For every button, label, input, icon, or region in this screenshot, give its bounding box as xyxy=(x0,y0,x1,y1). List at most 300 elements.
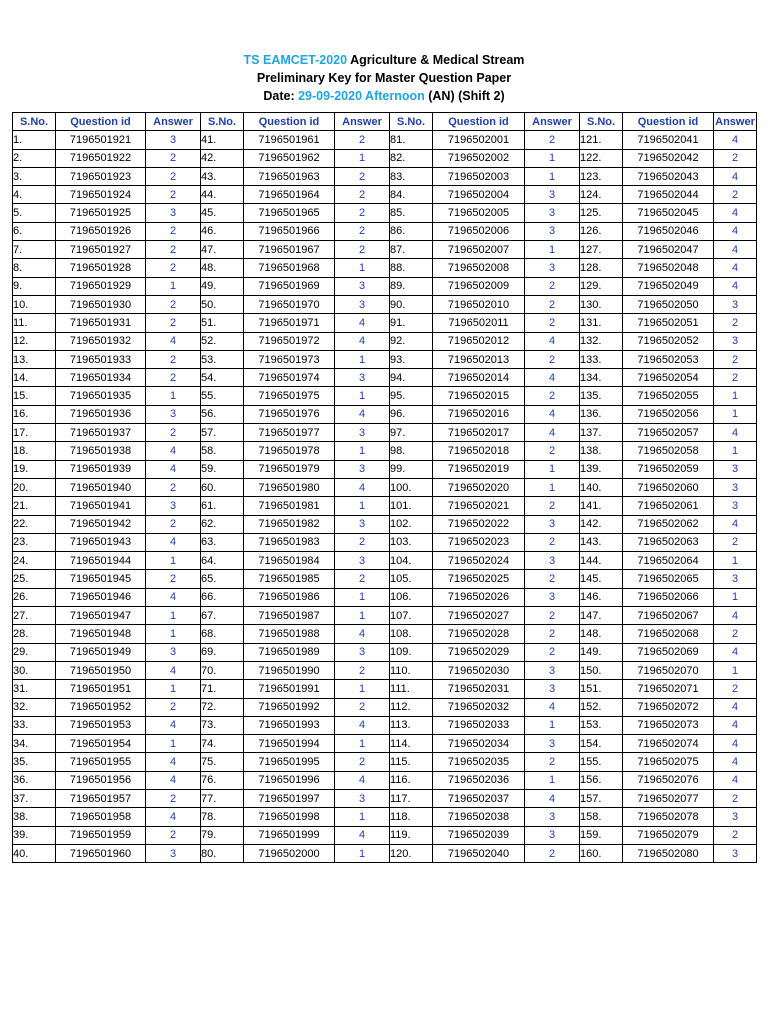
answer-cell: 2 xyxy=(714,369,757,387)
question-id-cell: 7196502030 xyxy=(433,661,525,679)
question-id-cell: 7196501986 xyxy=(244,588,335,606)
serial-number-cell: 106. xyxy=(390,588,433,606)
question-id-cell: 7196502012 xyxy=(433,332,525,350)
serial-number-cell: 50. xyxy=(201,295,244,313)
question-id-cell: 7196501928 xyxy=(56,259,146,277)
answer-cell: 1 xyxy=(146,680,201,698)
answer-cell: 3 xyxy=(525,186,580,204)
serial-number-cell: 129. xyxy=(580,277,623,295)
serial-number-cell: 48. xyxy=(201,259,244,277)
answer-cell: 4 xyxy=(714,607,757,625)
answer-cell: 2 xyxy=(335,241,390,259)
answer-cell: 3 xyxy=(146,643,201,661)
answer-cell: 1 xyxy=(525,478,580,496)
question-id-cell: 7196502079 xyxy=(623,826,714,844)
serial-number-cell: 150. xyxy=(580,661,623,679)
question-id-cell: 7196501922 xyxy=(56,149,146,167)
serial-number-cell: 155. xyxy=(580,753,623,771)
question-id-cell: 7196502054 xyxy=(623,369,714,387)
serial-number-cell: 94. xyxy=(390,369,433,387)
answer-cell: 3 xyxy=(146,405,201,423)
serial-number-cell: 132. xyxy=(580,332,623,350)
question-id-cell: 7196501934 xyxy=(56,369,146,387)
serial-number-cell: 9. xyxy=(13,277,56,295)
serial-number-cell: 87. xyxy=(390,241,433,259)
answer-key-table xyxy=(12,112,757,863)
serial-number-cell: 27. xyxy=(13,607,56,625)
answer-cell: 4 xyxy=(146,588,201,606)
answer-cell: 2 xyxy=(525,350,580,368)
serial-number-cell: 35. xyxy=(13,753,56,771)
question-id-cell: 7196502053 xyxy=(623,350,714,368)
question-id-cell: 7196501998 xyxy=(244,808,335,826)
question-id-cell: 7196501940 xyxy=(56,478,146,496)
answer-cell: 3 xyxy=(714,570,757,588)
serial-number-cell: 23. xyxy=(13,533,56,551)
question-id-cell: 7196501996 xyxy=(244,771,335,789)
table-row xyxy=(13,387,757,405)
serial-number-cell: 77. xyxy=(201,789,244,807)
header-answer: Answer xyxy=(525,113,580,131)
question-id-cell: 7196501974 xyxy=(244,369,335,387)
table-row xyxy=(13,515,757,533)
question-id-cell: 7196501962 xyxy=(244,149,335,167)
serial-number-cell: 124. xyxy=(580,186,623,204)
question-id-cell: 7196501983 xyxy=(244,533,335,551)
table-row xyxy=(13,295,757,313)
answer-cell: 2 xyxy=(146,222,201,240)
question-id-cell: 7196502067 xyxy=(623,607,714,625)
question-id-cell: 7196502033 xyxy=(433,716,525,734)
question-id-cell: 7196501992 xyxy=(244,698,335,716)
serial-number-cell: 111. xyxy=(390,680,433,698)
table-row xyxy=(13,332,757,350)
question-id-cell: 7196501988 xyxy=(244,625,335,643)
serial-number-cell: 72. xyxy=(201,698,244,716)
serial-number-cell: 13. xyxy=(13,350,56,368)
table-row xyxy=(13,533,757,551)
question-id-cell: 7196502052 xyxy=(623,332,714,350)
serial-number-cell: 107. xyxy=(390,607,433,625)
question-id-cell: 7196501930 xyxy=(56,295,146,313)
answer-cell: 3 xyxy=(335,295,390,313)
question-id-cell: 7196502072 xyxy=(623,698,714,716)
answer-cell: 2 xyxy=(146,515,201,533)
serial-number-cell: 14. xyxy=(13,369,56,387)
answer-cell: 2 xyxy=(525,533,580,551)
answer-cell: 3 xyxy=(146,844,201,862)
serial-number-cell: 52. xyxy=(201,332,244,350)
question-id-cell: 7196502019 xyxy=(433,460,525,478)
answer-cell: 3 xyxy=(714,844,757,862)
question-id-cell: 7196501950 xyxy=(56,661,146,679)
table-row xyxy=(13,753,757,771)
answer-cell: 2 xyxy=(525,643,580,661)
serial-number-cell: 80. xyxy=(201,844,244,862)
table-row xyxy=(13,259,757,277)
question-id-cell: 7196501942 xyxy=(56,515,146,533)
question-id-cell: 7196502042 xyxy=(623,149,714,167)
question-id-cell: 7196501932 xyxy=(56,332,146,350)
serial-number-cell: 46. xyxy=(201,222,244,240)
answer-cell: 1 xyxy=(146,625,201,643)
serial-number-cell: 93. xyxy=(390,350,433,368)
serial-number-cell: 41. xyxy=(201,131,244,149)
answer-cell: 2 xyxy=(525,442,580,460)
question-id-cell: 7196501923 xyxy=(56,167,146,185)
question-id-cell: 7196501970 xyxy=(244,295,335,313)
serial-number-cell: 151. xyxy=(580,680,623,698)
serial-number-cell: 160. xyxy=(580,844,623,862)
serial-number-cell: 157. xyxy=(580,789,623,807)
serial-number-cell: 86. xyxy=(390,222,433,240)
answer-cell: 4 xyxy=(714,753,757,771)
serial-number-cell: 130. xyxy=(580,295,623,313)
answer-cell: 3 xyxy=(714,808,757,826)
serial-number-cell: 42. xyxy=(201,149,244,167)
question-id-cell: 7196501964 xyxy=(244,186,335,204)
serial-number-cell: 37. xyxy=(13,789,56,807)
serial-number-cell: 60. xyxy=(201,478,244,496)
serial-number-cell: 88. xyxy=(390,259,433,277)
question-id-cell: 7196501963 xyxy=(244,167,335,185)
question-id-cell: 7196502039 xyxy=(433,826,525,844)
answer-cell: 4 xyxy=(146,771,201,789)
header-subtitle: Preliminary Key for Master Question Paper xyxy=(256,71,512,85)
answer-cell: 4 xyxy=(525,424,580,442)
serial-number-cell: 26. xyxy=(13,588,56,606)
table-row xyxy=(13,826,757,844)
table-row xyxy=(13,570,757,588)
question-id-cell: 7196501967 xyxy=(244,241,335,259)
question-id-cell: 7196501952 xyxy=(56,698,146,716)
answer-cell: 4 xyxy=(335,771,390,789)
answer-cell: 1 xyxy=(335,844,390,862)
question-id-cell: 7196502069 xyxy=(623,643,714,661)
question-id-cell: 7196501933 xyxy=(56,350,146,368)
question-id-cell: 7196502036 xyxy=(433,771,525,789)
answer-cell: 3 xyxy=(335,424,390,442)
question-id-cell: 7196501948 xyxy=(56,625,146,643)
serial-number-cell: 40. xyxy=(13,844,56,862)
serial-number-cell: 57. xyxy=(201,424,244,442)
serial-number-cell: 114. xyxy=(390,735,433,753)
question-id-cell: 7196502062 xyxy=(623,515,714,533)
answer-cell: 2 xyxy=(525,844,580,862)
table-row xyxy=(13,552,757,570)
header-answer: Answer xyxy=(146,113,201,131)
table-row xyxy=(13,698,757,716)
serial-number-cell: 11. xyxy=(13,314,56,332)
answer-cell: 2 xyxy=(335,204,390,222)
question-id-cell: 7196501981 xyxy=(244,497,335,515)
serial-number-cell: 28. xyxy=(13,625,56,643)
answer-cell: 2 xyxy=(146,350,201,368)
serial-number-cell: 49. xyxy=(201,277,244,295)
question-id-cell: 7196502032 xyxy=(433,698,525,716)
answer-cell: 2 xyxy=(525,295,580,313)
serial-number-cell: 103. xyxy=(390,533,433,551)
answer-cell: 2 xyxy=(146,149,201,167)
serial-number-cell: 158. xyxy=(580,808,623,826)
question-id-cell: 7196502026 xyxy=(433,588,525,606)
answer-cell: 2 xyxy=(146,478,201,496)
serial-number-cell: 119. xyxy=(390,826,433,844)
serial-number-cell: 67. xyxy=(201,607,244,625)
answer-cell: 3 xyxy=(525,222,580,240)
answer-cell: 2 xyxy=(335,167,390,185)
answer-cell: 1 xyxy=(146,735,201,753)
header-answer: Answer xyxy=(714,113,757,131)
question-id-cell: 7196502016 xyxy=(433,405,525,423)
question-id-cell: 7196501978 xyxy=(244,442,335,460)
answer-cell: 2 xyxy=(525,625,580,643)
table-row xyxy=(13,607,757,625)
serial-number-cell: 137. xyxy=(580,424,623,442)
question-id-cell: 7196502003 xyxy=(433,167,525,185)
table-row xyxy=(13,405,757,423)
table-row xyxy=(13,497,757,515)
question-id-cell: 7196501939 xyxy=(56,460,146,478)
question-id-cell: 7196502056 xyxy=(623,405,714,423)
question-id-cell: 7196501960 xyxy=(56,844,146,862)
answer-cell: 1 xyxy=(146,387,201,405)
table-row xyxy=(13,369,757,387)
serial-number-cell: 63. xyxy=(201,533,244,551)
question-id-cell: 7196501994 xyxy=(244,735,335,753)
serial-number-cell: 125. xyxy=(580,204,623,222)
answer-cell: 1 xyxy=(525,460,580,478)
table-row xyxy=(13,735,757,753)
serial-number-cell: 68. xyxy=(201,625,244,643)
answer-cell: 2 xyxy=(335,533,390,551)
answer-cell: 4 xyxy=(335,314,390,332)
question-id-cell: 7196502043 xyxy=(623,167,714,185)
serial-number-cell: 99. xyxy=(390,460,433,478)
serial-number-cell: 136. xyxy=(580,405,623,423)
serial-number-cell: 12. xyxy=(13,332,56,350)
answer-cell: 4 xyxy=(525,789,580,807)
serial-number-cell: 154. xyxy=(580,735,623,753)
question-id-cell: 7196501975 xyxy=(244,387,335,405)
serial-number-cell: 153. xyxy=(580,716,623,734)
answer-cell: 4 xyxy=(146,332,201,350)
answer-cell: 4 xyxy=(335,826,390,844)
serial-number-cell: 15. xyxy=(13,387,56,405)
answer-cell: 2 xyxy=(714,826,757,844)
answer-cell: 4 xyxy=(714,241,757,259)
table-row xyxy=(13,167,757,185)
question-id-cell: 7196502059 xyxy=(623,460,714,478)
serial-number-cell: 61. xyxy=(201,497,244,515)
answer-cell: 3 xyxy=(714,295,757,313)
question-id-cell: 7196501989 xyxy=(244,643,335,661)
question-id-cell: 7196502009 xyxy=(433,277,525,295)
question-id-cell: 7196502071 xyxy=(623,680,714,698)
serial-number-cell: 45. xyxy=(201,204,244,222)
answer-cell: 2 xyxy=(525,277,580,295)
answer-cell: 1 xyxy=(335,735,390,753)
serial-number-cell: 16. xyxy=(13,405,56,423)
serial-number-cell: 17. xyxy=(13,424,56,442)
question-id-cell: 7196501931 xyxy=(56,314,146,332)
question-id-cell: 7196501969 xyxy=(244,277,335,295)
serial-number-cell: 128. xyxy=(580,259,623,277)
serial-number-cell: 100. xyxy=(390,478,433,496)
question-id-cell: 7196502049 xyxy=(623,277,714,295)
serial-number-cell: 134. xyxy=(580,369,623,387)
serial-number-cell: 65. xyxy=(201,570,244,588)
answer-cell: 3 xyxy=(714,460,757,478)
table-row xyxy=(13,588,757,606)
serial-number-cell: 18. xyxy=(13,442,56,460)
answer-cell: 3 xyxy=(335,277,390,295)
serial-number-cell: 116. xyxy=(390,771,433,789)
question-id-cell: 7196502011 xyxy=(433,314,525,332)
question-id-cell: 7196502020 xyxy=(433,478,525,496)
question-id-cell: 7196502002 xyxy=(433,149,525,167)
answer-cell: 3 xyxy=(525,552,580,570)
header-question-id: Question id xyxy=(56,113,146,131)
answer-cell: 1 xyxy=(335,588,390,606)
question-id-cell: 7196501951 xyxy=(56,680,146,698)
question-id-cell: 7196502004 xyxy=(433,186,525,204)
question-id-cell: 7196502008 xyxy=(433,259,525,277)
answer-cell: 2 xyxy=(146,369,201,387)
answer-cell: 3 xyxy=(714,497,757,515)
exam-date: 29-09-2020 Afternoon xyxy=(298,89,425,103)
table-row xyxy=(13,204,757,222)
table-row xyxy=(13,241,757,259)
question-id-cell: 7196502022 xyxy=(433,515,525,533)
answer-cell: 1 xyxy=(714,588,757,606)
answer-cell: 2 xyxy=(146,259,201,277)
question-id-cell: 7196501946 xyxy=(56,588,146,606)
question-id-cell: 7196502031 xyxy=(433,680,525,698)
answer-cell: 4 xyxy=(146,808,201,826)
answer-cell: 1 xyxy=(714,387,757,405)
serial-number-cell: 56. xyxy=(201,405,244,423)
serial-number-cell: 140. xyxy=(580,478,623,496)
question-id-cell: 7196502080 xyxy=(623,844,714,862)
question-id-cell: 7196502006 xyxy=(433,222,525,240)
question-id-cell: 7196501982 xyxy=(244,515,335,533)
answer-cell: 3 xyxy=(335,460,390,478)
serial-number-cell: 143. xyxy=(580,533,623,551)
answer-cell: 1 xyxy=(525,149,580,167)
answer-cell: 2 xyxy=(714,314,757,332)
serial-number-cell: 36. xyxy=(13,771,56,789)
serial-number-cell: 142. xyxy=(580,515,623,533)
question-id-cell: 7196502034 xyxy=(433,735,525,753)
answer-cell: 3 xyxy=(714,478,757,496)
serial-number-cell: 97. xyxy=(390,424,433,442)
serial-number-cell: 108. xyxy=(390,625,433,643)
answer-cell: 1 xyxy=(525,771,580,789)
table-row xyxy=(13,661,757,679)
answer-cell: 2 xyxy=(335,570,390,588)
serial-number-cell: 122. xyxy=(580,149,623,167)
question-id-cell: 7196502061 xyxy=(623,497,714,515)
question-id-cell: 7196501971 xyxy=(244,314,335,332)
question-id-cell: 7196501993 xyxy=(244,716,335,734)
serial-number-cell: 159. xyxy=(580,826,623,844)
header-sno: S.No. xyxy=(390,113,433,131)
question-id-cell: 7196501987 xyxy=(244,607,335,625)
question-id-cell: 7196501953 xyxy=(56,716,146,734)
answer-cell: 4 xyxy=(525,405,580,423)
header-answer: Answer xyxy=(335,113,390,131)
question-id-cell: 7196502047 xyxy=(623,241,714,259)
header-sno: S.No. xyxy=(580,113,623,131)
answer-cell: 2 xyxy=(335,186,390,204)
question-id-cell: 7196501927 xyxy=(56,241,146,259)
question-id-cell: 7196501935 xyxy=(56,387,146,405)
table-row xyxy=(13,314,757,332)
question-id-cell: 7196501959 xyxy=(56,826,146,844)
answer-cell: 1 xyxy=(525,716,580,734)
question-id-cell: 7196502035 xyxy=(433,753,525,771)
serial-number-cell: 98. xyxy=(390,442,433,460)
serial-number-cell: 19. xyxy=(13,460,56,478)
answer-cell: 4 xyxy=(525,698,580,716)
answer-cell: 2 xyxy=(335,698,390,716)
header-title-line xyxy=(0,51,768,69)
serial-number-cell: 75. xyxy=(201,753,244,771)
serial-number-cell: 39. xyxy=(13,826,56,844)
question-id-cell: 7196501961 xyxy=(244,131,335,149)
answer-cell: 2 xyxy=(714,350,757,368)
answer-cell: 3 xyxy=(146,497,201,515)
serial-number-cell: 54. xyxy=(201,369,244,387)
serial-number-cell: 95. xyxy=(390,387,433,405)
answer-cell: 2 xyxy=(335,753,390,771)
question-id-cell: 7196502040 xyxy=(433,844,525,862)
serial-number-cell: 123. xyxy=(580,167,623,185)
answer-cell: 1 xyxy=(714,442,757,460)
question-id-cell: 7196502015 xyxy=(433,387,525,405)
answer-cell: 2 xyxy=(146,570,201,588)
serial-number-cell: 4. xyxy=(13,186,56,204)
serial-number-cell: 81. xyxy=(390,131,433,149)
serial-number-cell: 139. xyxy=(580,460,623,478)
question-id-cell: 7196501949 xyxy=(56,643,146,661)
answer-cell: 2 xyxy=(146,698,201,716)
question-id-cell: 7196502073 xyxy=(623,716,714,734)
serial-number-cell: 44. xyxy=(201,186,244,204)
question-id-cell: 7196502060 xyxy=(623,478,714,496)
question-id-cell: 7196502074 xyxy=(623,735,714,753)
question-id-cell: 7196501995 xyxy=(244,753,335,771)
question-id-cell: 7196502001 xyxy=(433,131,525,149)
serial-number-cell: 8. xyxy=(13,259,56,277)
serial-number-cell: 59. xyxy=(201,460,244,478)
answer-cell: 1 xyxy=(335,350,390,368)
serial-number-cell: 20. xyxy=(13,478,56,496)
question-id-cell: 7196501925 xyxy=(56,204,146,222)
answer-cell: 3 xyxy=(525,204,580,222)
answer-cell: 4 xyxy=(525,369,580,387)
question-id-cell: 7196502021 xyxy=(433,497,525,515)
serial-number-cell: 76. xyxy=(201,771,244,789)
serial-number-cell: 138. xyxy=(580,442,623,460)
table-row xyxy=(13,186,757,204)
serial-number-cell: 84. xyxy=(390,186,433,204)
serial-number-cell: 135. xyxy=(580,387,623,405)
answer-cell: 4 xyxy=(146,442,201,460)
answer-cell: 1 xyxy=(335,442,390,460)
answer-cell: 2 xyxy=(146,314,201,332)
